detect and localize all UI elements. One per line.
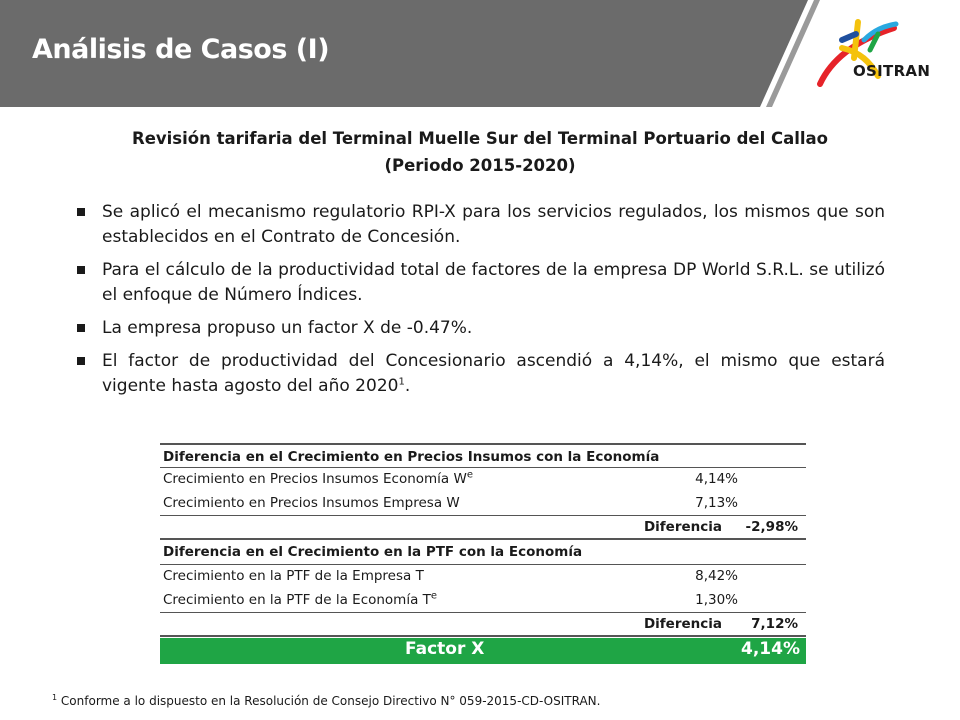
factor-value: 4,14% [741, 639, 800, 659]
factor-label: Factor X [405, 639, 485, 659]
table-section-header [160, 443, 806, 468]
bullet-text: Se aplicó el mecanismo regulatorio RPI-X para los servicios regulados, los mismos que son establecidos en el Contrato de Concesión. [102, 202, 885, 247]
row-label: Crecimiento en Precios Insumos Economía W [163, 471, 467, 487]
section-title: Diferencia en el Crecimiento en la PTF con la Economía [163, 544, 583, 560]
row-label-sup: e [466, 469, 473, 481]
bullet-item: El factor de productividad del Concesionario ascendió a 4,14%, el mismo que estará vigente hasta agosto del año 2020$^1$. [75, 349, 885, 399]
section-title: Diferencia en el Crecimiento en Precios Insumos con la Economía [163, 449, 660, 465]
subtitle-line-1: Revisión tarifaria del Terminal Muelle Sur del Terminal Portuario del Callao [131, 129, 828, 148]
row-value: 7,13% [695, 495, 738, 511]
row-label: Crecimiento en la PTF de la Empresa T [163, 568, 424, 584]
bullet-text: La empresa propuso un factor X de -0.47%. [102, 318, 473, 338]
logo-text: OSITRAN [853, 62, 931, 80]
row-value: 1,30% [695, 592, 738, 608]
square-bullet-icon [77, 266, 85, 274]
table-row [160, 589, 806, 613]
diff-label: Diferencia [643, 519, 722, 535]
footnote-text: Conforme a lo dispuesto en la Resolución de Consejo Directivo N° 059-2015-CD-OSITRAN. [60, 694, 601, 708]
table-section-header [160, 540, 806, 565]
table-diff-row [160, 516, 806, 540]
row-value: 4,14% [695, 471, 738, 487]
footnote-marker: 1 [52, 693, 58, 702]
diff-value: 7,12% [751, 616, 798, 632]
square-bullet-icon [77, 208, 85, 216]
square-bullet-icon [77, 357, 85, 365]
bullet-item [75, 316, 885, 341]
table-diff-row [160, 613, 806, 637]
diff-label: Diferencia [643, 616, 722, 632]
bullet-text: Para el cálculo de la productividad total de factores de la empresa DP World S.R.L. se utilizó el enfoque de Número Índices. [102, 260, 885, 305]
bullet-item [75, 258, 885, 308]
row-label: Crecimiento en Precios Insumos Empresa W [163, 495, 460, 511]
factor-x-row [160, 638, 806, 664]
footnote [52, 694, 600, 708]
square-bullet-icon [77, 324, 85, 332]
page-title: Análisis de Casos (I) [32, 34, 330, 65]
bullet-text: El factor de productividad del Concesionario ascendió a 4,14%, el mismo que estará vigente hasta agosto del año 2020 [102, 351, 885, 396]
slide-subtitle [60, 125, 900, 179]
footnote-ref: 1 [398, 376, 405, 388]
table-row [160, 468, 806, 492]
factor-table [160, 443, 806, 664]
bullet-item [75, 200, 885, 250]
diff-value: -2,98% [745, 519, 798, 535]
row-label: Crecimiento en la PTF de la Economía T [163, 592, 431, 608]
row-value: 8,42% [695, 568, 738, 584]
row-label-sup: e [430, 590, 438, 602]
table-row [160, 565, 806, 589]
bullet-list [75, 200, 885, 407]
table-row [160, 492, 806, 516]
subtitle-line-2: (Periodo 2015-2020) [384, 156, 576, 175]
